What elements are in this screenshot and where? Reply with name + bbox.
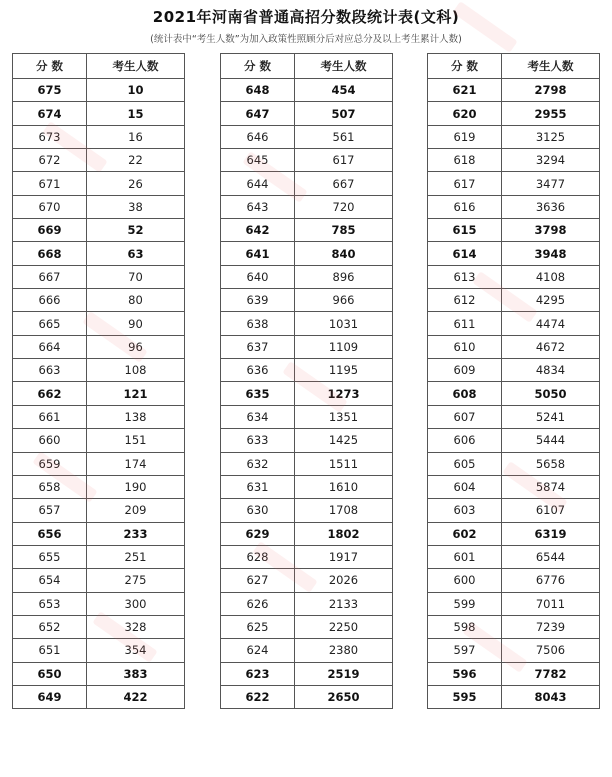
table-row [428,195,600,218]
table-row [428,312,600,335]
table-row [221,79,393,102]
count-cell: 422 [86,685,184,708]
table-row [428,545,600,568]
score-cell: 623 [221,662,295,685]
score-cell: 628 [221,545,295,568]
score-cell: 666 [13,289,87,312]
score-cell: 636 [221,359,295,382]
table-row [428,102,600,125]
score-cell: 667 [13,265,87,288]
count-cell: 275 [86,569,184,592]
count-cell: 354 [86,639,184,662]
table-row [428,172,600,195]
count-cell: 2133 [294,592,392,615]
score-cell: 656 [13,522,87,545]
count-cell: 1708 [294,499,392,522]
score-cell: 630 [221,499,295,522]
score-cell: 646 [221,125,295,148]
count-cell: 507 [294,102,392,125]
count-cell: 1425 [294,429,392,452]
column-header-count: 考生人数 [501,54,599,79]
table-row [221,125,393,148]
score-cell: 662 [13,382,87,405]
table-row [13,335,185,358]
count-cell: 2519 [294,662,392,685]
score-cell: 609 [428,359,502,382]
count-cell: 383 [86,662,184,685]
table-row [428,639,600,662]
count-cell: 4834 [501,359,599,382]
count-cell: 667 [294,172,392,195]
count-cell: 7506 [501,639,599,662]
score-cell: 651 [13,639,87,662]
column-header-score: 分 数 [13,54,87,79]
count-cell: 1802 [294,522,392,545]
score-cell: 605 [428,452,502,475]
count-cell: 151 [86,429,184,452]
count-cell: 80 [86,289,184,312]
table-row [221,149,393,172]
table-row [13,475,185,498]
table-row [428,522,600,545]
table-row [428,219,600,242]
score-cell: 644 [221,172,295,195]
table-row [221,592,393,615]
count-cell: 6544 [501,545,599,568]
table-row [13,569,185,592]
count-cell: 300 [86,592,184,615]
count-cell: 138 [86,405,184,428]
count-cell: 209 [86,499,184,522]
count-cell: 1917 [294,545,392,568]
score-cell: 607 [428,405,502,428]
table-row [428,265,600,288]
table-row [428,359,600,382]
column-header-score: 分 数 [428,54,502,79]
table-row [221,615,393,638]
table-row [221,382,393,405]
count-cell: 2650 [294,685,392,708]
score-cell: 661 [13,405,87,428]
score-cell: 669 [13,219,87,242]
table-row [13,639,185,662]
score-cell: 635 [221,382,295,405]
count-cell: 2250 [294,615,392,638]
score-cell: 632 [221,452,295,475]
count-cell: 720 [294,195,392,218]
count-cell: 10 [86,79,184,102]
score-cell: 654 [13,569,87,592]
table-row [13,242,185,265]
count-cell: 896 [294,265,392,288]
table-row [13,219,185,242]
score-cell: 596 [428,662,502,685]
table-row [428,149,600,172]
count-cell: 4108 [501,265,599,288]
score-cell: 672 [13,149,87,172]
count-cell: 5874 [501,475,599,498]
table-row [13,312,185,335]
score-cell: 674 [13,102,87,125]
count-cell: 3636 [501,195,599,218]
table-row [13,382,185,405]
score-cell: 633 [221,429,295,452]
score-table-2 [220,53,393,709]
table-row [221,312,393,335]
score-cell: 606 [428,429,502,452]
count-cell: 63 [86,242,184,265]
count-cell: 8043 [501,685,599,708]
count-cell: 174 [86,452,184,475]
score-cell: 649 [13,685,87,708]
score-cell: 663 [13,359,87,382]
table-row [13,289,185,312]
score-cell: 614 [428,242,502,265]
count-cell: 966 [294,289,392,312]
count-cell: 22 [86,149,184,172]
count-cell: 6319 [501,522,599,545]
table-row [428,405,600,428]
count-cell: 454 [294,79,392,102]
score-cell: 617 [428,172,502,195]
table-row [13,522,185,545]
table-row [221,429,393,452]
score-cell: 625 [221,615,295,638]
count-cell: 3798 [501,219,599,242]
table-row [221,289,393,312]
table-row [428,592,600,615]
score-cell: 637 [221,335,295,358]
table-row [13,405,185,428]
count-cell: 90 [86,312,184,335]
table-row [428,335,600,358]
table-row [13,172,185,195]
table-row [13,429,185,452]
count-cell: 1511 [294,452,392,475]
count-cell: 7782 [501,662,599,685]
table-row [428,475,600,498]
score-cell: 648 [221,79,295,102]
page-subtitle: (统计表中“考生人数”为加入政策性照顾分后对应总分及以上考生累计人数) [150,34,462,45]
score-cell: 629 [221,522,295,545]
score-cell: 612 [428,289,502,312]
table-row [221,662,393,685]
table-row [13,149,185,172]
table-row [13,265,185,288]
column-header-count: 考生人数 [86,54,184,79]
table-row [428,685,600,708]
count-cell: 6107 [501,499,599,522]
score-cell: 675 [13,79,87,102]
count-cell: 5050 [501,382,599,405]
score-cell: 602 [428,522,502,545]
count-cell: 328 [86,615,184,638]
score-cell: 600 [428,569,502,592]
score-cell: 601 [428,545,502,568]
table-row [13,615,185,638]
count-cell: 52 [86,219,184,242]
score-cell: 613 [428,265,502,288]
count-cell: 5241 [501,405,599,428]
table-row [428,615,600,638]
score-cell: 665 [13,312,87,335]
table-row [13,545,185,568]
score-cell: 639 [221,289,295,312]
score-cell: 638 [221,312,295,335]
count-cell: 4474 [501,312,599,335]
table-row [428,242,600,265]
score-cell: 618 [428,149,502,172]
score-cell: 604 [428,475,502,498]
count-cell: 2380 [294,639,392,662]
count-cell: 785 [294,219,392,242]
score-cell: 619 [428,125,502,148]
count-cell: 5658 [501,452,599,475]
score-cell: 645 [221,149,295,172]
score-cell: 668 [13,242,87,265]
count-cell: 617 [294,149,392,172]
table-header-row [13,54,185,79]
score-cell: 611 [428,312,502,335]
score-cell: 634 [221,405,295,428]
table-row [13,452,185,475]
table-row [13,195,185,218]
score-cell: 615 [428,219,502,242]
count-cell: 190 [86,475,184,498]
table-row [221,102,393,125]
score-cell: 595 [428,685,502,708]
table-row [428,125,600,148]
table-row [221,335,393,358]
score-cell: 598 [428,615,502,638]
score-cell: 664 [13,335,87,358]
count-cell: 1109 [294,335,392,358]
table-row [221,522,393,545]
table-row [428,429,600,452]
score-cell: 599 [428,592,502,615]
table-row [13,125,185,148]
count-cell: 26 [86,172,184,195]
score-cell: 659 [13,452,87,475]
table-row [221,219,393,242]
count-cell: 6776 [501,569,599,592]
count-cell: 2026 [294,569,392,592]
count-cell: 3948 [501,242,599,265]
count-cell: 3294 [501,149,599,172]
count-cell: 1351 [294,405,392,428]
count-cell: 251 [86,545,184,568]
count-cell: 108 [86,359,184,382]
score-cell: 624 [221,639,295,662]
table-row [428,452,600,475]
count-cell: 4672 [501,335,599,358]
count-cell: 7011 [501,592,599,615]
score-cell: 622 [221,685,295,708]
count-cell: 2955 [501,102,599,125]
score-cell: 655 [13,545,87,568]
table-row [221,172,393,195]
score-cell: 650 [13,662,87,685]
table-row [13,685,185,708]
table-row [221,195,393,218]
score-cell: 671 [13,172,87,195]
table-row [221,405,393,428]
count-cell: 121 [86,382,184,405]
score-cell: 621 [428,79,502,102]
count-cell: 5444 [501,429,599,452]
table-row [221,545,393,568]
table-row [221,685,393,708]
count-cell: 38 [86,195,184,218]
score-table-3 [427,53,600,709]
page-title: 2021年河南省普通高招分数段统计表(文科) [152,8,460,26]
table-row [428,79,600,102]
count-cell: 1195 [294,359,392,382]
count-cell: 2798 [501,79,599,102]
count-cell: 840 [294,242,392,265]
table-row [13,359,185,382]
score-cell: 652 [13,615,87,638]
table-row [221,452,393,475]
count-cell: 3125 [501,125,599,148]
score-cell: 643 [221,195,295,218]
count-cell: 233 [86,522,184,545]
score-cell: 626 [221,592,295,615]
count-cell: 3477 [501,172,599,195]
score-cell: 670 [13,195,87,218]
table-row [13,662,185,685]
count-cell: 561 [294,125,392,148]
table-header-row [221,54,393,79]
table-row [221,499,393,522]
count-cell: 4295 [501,289,599,312]
score-cell: 642 [221,219,295,242]
score-cell: 653 [13,592,87,615]
table-row [221,569,393,592]
table-row [13,79,185,102]
score-cell: 641 [221,242,295,265]
score-cell: 660 [13,429,87,452]
table-row [221,359,393,382]
table-row [428,289,600,312]
score-cell: 657 [13,499,87,522]
table-row [221,242,393,265]
count-cell: 16 [86,125,184,148]
table-header-row [428,54,600,79]
score-cell: 603 [428,499,502,522]
table-row [221,475,393,498]
table-row [13,499,185,522]
count-cell: 96 [86,335,184,358]
table-row [13,102,185,125]
score-cell: 608 [428,382,502,405]
score-cell: 627 [221,569,295,592]
count-cell: 1273 [294,382,392,405]
count-cell: 1610 [294,475,392,498]
score-cell: 647 [221,102,295,125]
table-row [428,662,600,685]
table-row [428,499,600,522]
table-row [13,592,185,615]
score-cell: 658 [13,475,87,498]
score-cell: 673 [13,125,87,148]
score-cell: 610 [428,335,502,358]
count-cell: 1031 [294,312,392,335]
table-row [428,382,600,405]
table-row [428,569,600,592]
table-row [221,265,393,288]
count-cell: 70 [86,265,184,288]
count-cell: 7239 [501,615,599,638]
column-header-score: 分 数 [221,54,295,79]
count-cell: 15 [86,102,184,125]
table-row [221,639,393,662]
score-cell: 631 [221,475,295,498]
column-header-count: 考生人数 [294,54,392,79]
score-table-1 [12,53,185,709]
score-cell: 597 [428,639,502,662]
score-cell: 616 [428,195,502,218]
score-cell: 620 [428,102,502,125]
score-cell: 640 [221,265,295,288]
